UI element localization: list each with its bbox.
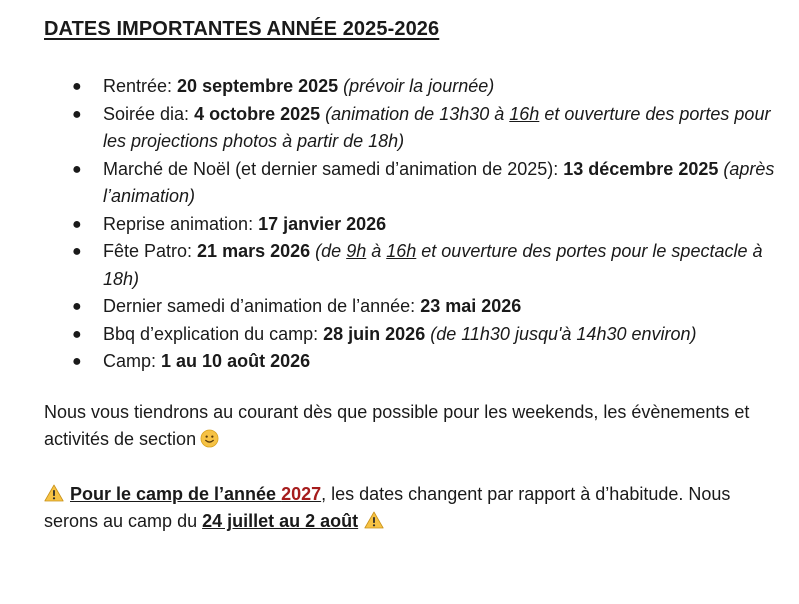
- list-item: [44, 156, 789, 211]
- item-time: 16h: [386, 241, 417, 261]
- item-date: 1 au 10 août 2026: [161, 351, 311, 371]
- item-label: Camp:: [103, 351, 162, 371]
- camp-2027-paragraph: [44, 481, 789, 536]
- bullet-icon: ●: [72, 215, 82, 233]
- list-item: [44, 348, 789, 376]
- item-label: Dernier samedi d’animation de l’année:: [103, 296, 421, 316]
- updates-text: Nous vous tiendrons au courant dès que possible pour les weekends, les évènements et activités de section: [44, 401, 750, 449]
- camp-year: 2027: [281, 483, 322, 504]
- bullet-icon: ●: [72, 160, 82, 178]
- item-date: 28 juin 2026: [323, 323, 426, 344]
- item-label: Rentrée:: [103, 76, 178, 96]
- warning-icon: [364, 511, 384, 529]
- item-time: 16h: [509, 103, 540, 124]
- smiling-face-icon: [200, 429, 219, 448]
- document-title: DATES IMPORTANTES ANNÉE 2025-2026: [44, 18, 440, 40]
- camp-2027-text: , les dates changent par rapport à d’habitude. Nous serons au camp du: [44, 483, 731, 531]
- item-note: (prévoir la journée): [338, 76, 495, 96]
- item-date: 4 octobre 2025: [194, 103, 321, 124]
- list-item: [44, 238, 789, 293]
- item-note: (animation de 13h30 à 16h et ouverture des portes pour les projections photos à partir de 18h): [103, 103, 771, 151]
- updates-paragraph: [44, 399, 789, 454]
- list-item: [44, 73, 789, 101]
- item-date: 21 mars 2026: [197, 241, 311, 261]
- item-label: Bbq d’explication du camp:: [103, 323, 324, 344]
- bullet-icon: ●: [72, 298, 82, 315]
- item-note: (de 9h à 16h et ouverture des portes pour le spectacle à 18h): [103, 241, 763, 289]
- item-label: Reprise animation:: [103, 213, 259, 234]
- item-date: 23 mai 2026: [420, 296, 522, 316]
- item-label: Fête Patro:: [103, 241, 198, 261]
- item-time: 9h: [346, 241, 367, 261]
- bullet-icon: ●: [72, 325, 82, 343]
- item-date: 17 janvier 2026: [258, 213, 387, 234]
- document-page: [44, 14, 789, 536]
- item-note: (de 11h30 jusqu'à 14h30 environ): [425, 323, 697, 344]
- item-note: (après l’animation): [103, 158, 775, 206]
- camp-2027-heading: Pour le camp de l’année 2027: [70, 483, 322, 504]
- item-date: 13 décembre 2025: [563, 158, 719, 179]
- list-item: [44, 293, 789, 321]
- bullet-icon: ●: [72, 105, 82, 123]
- list-item: [44, 321, 789, 349]
- list-item: [44, 101, 789, 156]
- item-label: Soirée dia:: [103, 103, 195, 124]
- bullet-icon: ●: [72, 353, 82, 370]
- item-date: 20 septembre 2025: [177, 76, 339, 96]
- camp-2027-dates: 24 juillet au 2 août: [202, 511, 359, 531]
- bullet-icon: ●: [72, 243, 82, 260]
- dates-list: [44, 73, 789, 376]
- item-label: Marché de Noël (et dernier samedi d’animation de 2025):: [103, 158, 564, 179]
- bullet-icon: ●: [72, 78, 82, 95]
- warning-icon: [44, 484, 64, 502]
- list-item: [44, 211, 789, 239]
